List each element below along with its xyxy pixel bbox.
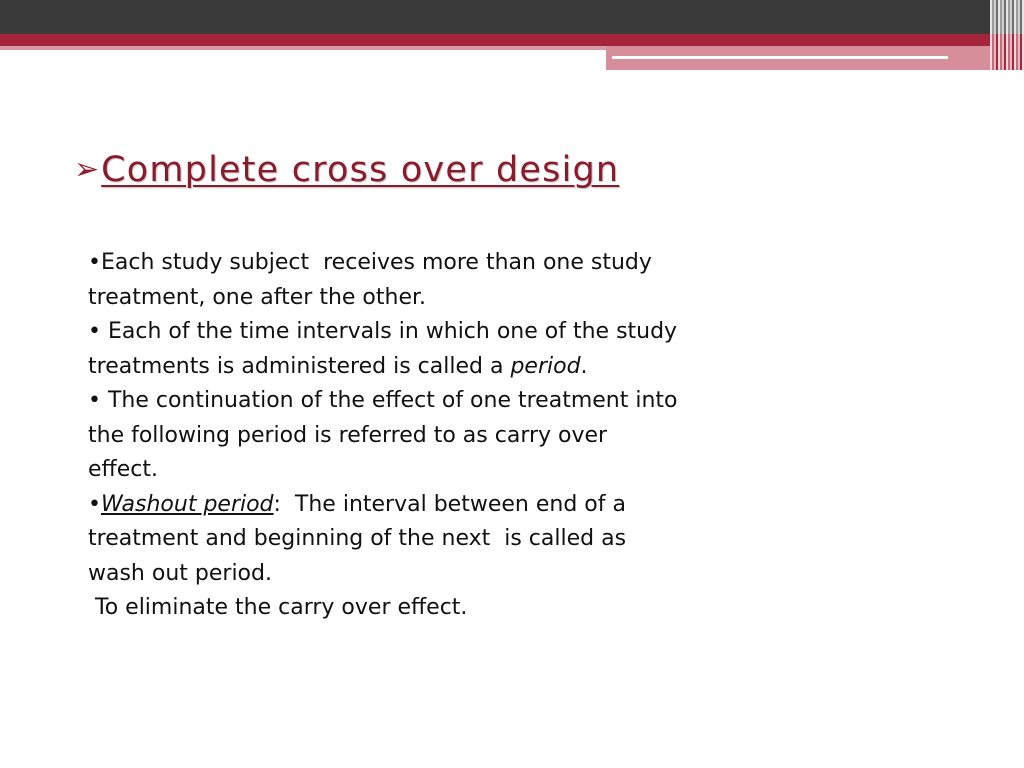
bullet-paragraph bbox=[88, 246, 848, 315]
bullet-line: : The interval between end of a bbox=[273, 491, 626, 517]
bullet-line: treatments is administered is called a bbox=[88, 353, 511, 379]
header-stripes-red bbox=[990, 34, 1024, 70]
bullet-line: . bbox=[580, 353, 588, 379]
bullet-line: • The continuation of the effect of one treatment into bbox=[88, 388, 678, 413]
header-dark-bar bbox=[0, 0, 1024, 34]
bullet-line: •Each study subject receives more than one study bbox=[88, 250, 652, 275]
page-title: Complete cross over design bbox=[101, 150, 620, 190]
washout-term: Washout period bbox=[100, 491, 274, 517]
bullet-line: treatment, one after the other. bbox=[88, 284, 427, 310]
title-row bbox=[74, 140, 619, 200]
bullet-line: effect. bbox=[88, 457, 158, 482]
bullet-line: To eliminate the carry over effect. bbox=[88, 595, 468, 620]
bullet-line: • Each of the time intervals in which one of the study bbox=[88, 319, 678, 344]
arrow-bullet-icon: ➢ bbox=[74, 152, 100, 187]
bullet-paragraph bbox=[88, 488, 848, 626]
header-pink-strip bbox=[0, 46, 606, 50]
bullet-paragraph bbox=[88, 384, 848, 488]
bullet-line: treatment and beginning of the next is called as bbox=[88, 526, 627, 551]
header-red-bar bbox=[0, 34, 1024, 46]
bullet-line: wash out period. bbox=[88, 560, 272, 586]
italic-term: period bbox=[510, 353, 581, 379]
bullet-marker: • bbox=[88, 491, 101, 517]
bullet-line: the following period is referred to as carry over bbox=[88, 422, 608, 448]
bullet-paragraph bbox=[88, 315, 848, 384]
slide-body bbox=[88, 246, 848, 626]
header-white-line bbox=[612, 56, 948, 59]
